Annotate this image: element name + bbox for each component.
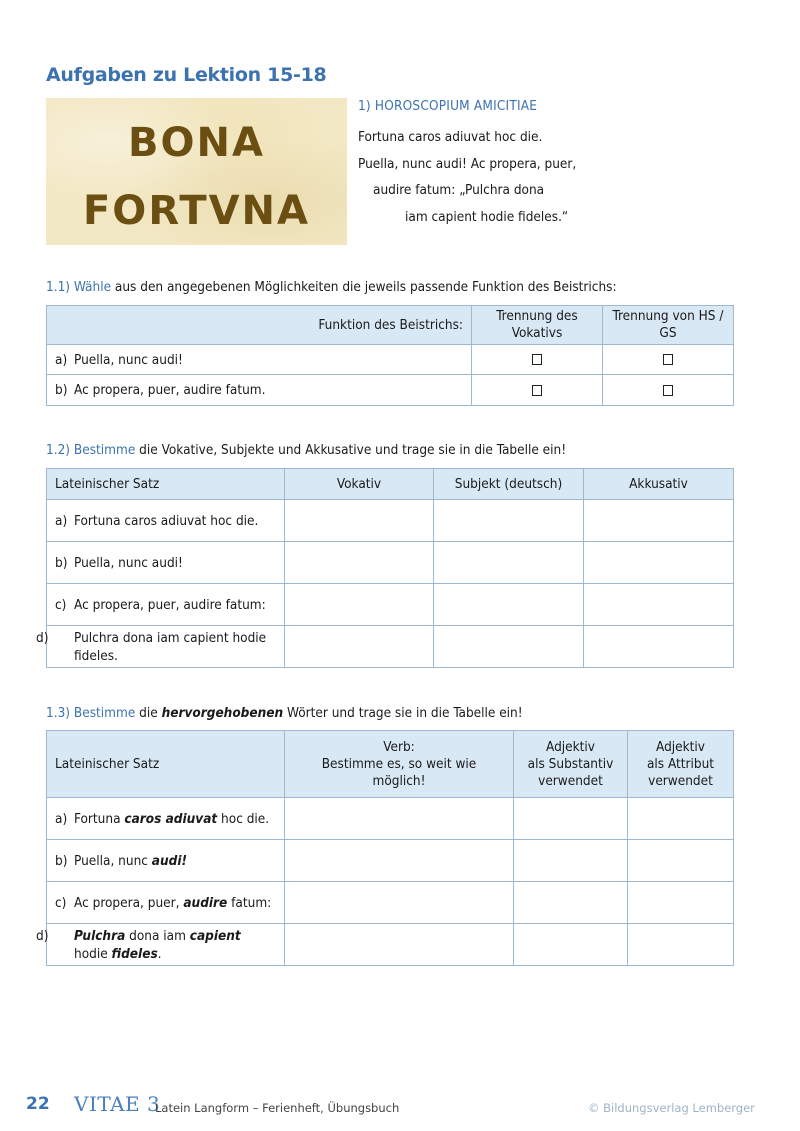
- row-label: a): [55, 351, 68, 368]
- sentence-cell: [47, 798, 285, 840]
- banner-line-1: BONA: [128, 120, 265, 166]
- header-line: verwendet: [538, 772, 603, 789]
- highlighted-word: audire: [183, 894, 228, 911]
- noun-adjective-input-cell[interactable]: [514, 840, 628, 882]
- verb-input-cell[interactable]: [285, 798, 514, 840]
- attribute-adjective-input-cell[interactable]: [628, 840, 734, 882]
- attribute-adjective-input-cell[interactable]: [628, 924, 734, 966]
- verb-input-cell[interactable]: [285, 840, 514, 882]
- header-line: Verb:: [383, 738, 415, 755]
- task-verb: Bestimme: [73, 442, 136, 458]
- checkbox[interactable]: [663, 385, 673, 396]
- book-subtitle: Latein Langform – Ferienheft, Übungsbuch: [155, 1101, 400, 1115]
- sentence-text: Pulchra dona iam capient hodie fideles.: [74, 629, 267, 664]
- word-form-table: [36, 730, 734, 966]
- poem-line-4: iam capient hodie fideles.“: [405, 209, 569, 225]
- task-1-1-instruction: [46, 279, 617, 295]
- sentence-text: hodie: [74, 945, 112, 962]
- sentence-text: Ac propera, puer,: [74, 894, 184, 911]
- vocative-input-cell[interactable]: [285, 584, 434, 626]
- sentence-cell: [47, 584, 285, 626]
- sentence-cell: [47, 542, 285, 584]
- task-text: die Vokative, Subjekte und Akkusative und trage sie in die Tabelle ein!: [135, 442, 567, 458]
- sentence-text: hoc die.: [217, 810, 270, 827]
- subject-input-cell[interactable]: [434, 542, 584, 584]
- sentence-cell: [47, 500, 285, 542]
- sentence-cell: [36, 626, 285, 668]
- page-number: 22: [26, 1094, 50, 1114]
- table-row: [47, 542, 734, 584]
- header-line: verwendet: [648, 772, 713, 789]
- noun-adjective-input-cell[interactable]: [514, 924, 628, 966]
- sentence-text: Puella, nunc audi!: [74, 554, 183, 571]
- vocative-cell: [472, 345, 603, 375]
- banner-line-2: FORTVNA: [82, 188, 310, 234]
- task-number: 1.2): [46, 442, 71, 458]
- sentence-cell: [47, 375, 472, 406]
- noun-adjective-input-cell[interactable]: [514, 882, 628, 924]
- header-line: als Substantiv: [527, 755, 614, 772]
- subject-input-cell[interactable]: [434, 626, 584, 668]
- accusative-input-cell[interactable]: [584, 542, 734, 584]
- table-row: [47, 500, 734, 542]
- case-table: [36, 468, 734, 668]
- sentence-cell: [47, 882, 285, 924]
- row-label: d): [36, 629, 49, 646]
- header-adjective-as-attribute: [628, 731, 734, 798]
- header-vocative-separation: Trennung des Vokativs: [472, 306, 603, 345]
- header-verb: [285, 731, 514, 798]
- header-comma-function: Funktion des Beistrichs:: [47, 306, 472, 345]
- copyright: © Bildungsverlag Lemberger: [588, 1101, 755, 1115]
- poem-line-3: audire fatum: „Pulchra dona: [373, 182, 545, 198]
- noun-adjective-input-cell[interactable]: [514, 798, 628, 840]
- table-row: [47, 798, 734, 840]
- checkbox[interactable]: [532, 354, 542, 365]
- sentence-text: fatum:: [227, 894, 272, 911]
- header-accusative: Akkusativ: [584, 469, 734, 500]
- accusative-input-cell[interactable]: [584, 500, 734, 542]
- clause-cell: [603, 345, 734, 375]
- subject-input-cell[interactable]: [434, 584, 584, 626]
- vocative-input-cell[interactable]: [285, 542, 434, 584]
- sentence-cell: [47, 345, 472, 375]
- checkbox[interactable]: [532, 385, 542, 396]
- sentence-text: Ac propera, puer, audire fatum:: [74, 596, 266, 613]
- header-line: als Attribut: [646, 755, 715, 772]
- highlighted-word: caros adiuvat: [124, 810, 218, 827]
- highlighted-word: Pulchra: [74, 927, 126, 944]
- row-label: b): [55, 554, 68, 571]
- header-line: möglich!: [372, 772, 426, 789]
- poem-title: 1) HOROSCOPIUM AMICITIAE: [358, 98, 538, 114]
- row-label: a): [55, 512, 68, 529]
- poem-line-2: Puella, nunc audi! Ac propera, puer,: [358, 156, 577, 172]
- sentence-text: Puella, nunc: [74, 852, 152, 869]
- row-label: b): [55, 852, 68, 869]
- table-row: [47, 924, 734, 966]
- task-text: aus den angegebenen Möglichkeiten die jeweils passende Funktion des Beistrichs:: [111, 279, 617, 295]
- row-label: c): [55, 894, 67, 911]
- checkbox[interactable]: [663, 354, 673, 365]
- task-1-3-instruction: [46, 705, 523, 721]
- table-row: [47, 626, 734, 668]
- task-1-2-instruction: [46, 442, 566, 458]
- sentence-cell: [47, 840, 285, 882]
- comma-function-table: [46, 305, 734, 406]
- task-verb: Bestimme: [73, 705, 136, 721]
- header-vocative: Vokativ: [285, 469, 434, 500]
- highlighted-word: fideles: [111, 945, 158, 962]
- header-subject: Subjekt (deutsch): [434, 469, 584, 500]
- table-row: [47, 584, 734, 626]
- attribute-adjective-input-cell[interactable]: [628, 882, 734, 924]
- vocative-input-cell[interactable]: [285, 626, 434, 668]
- table-row: [47, 345, 734, 375]
- brand-logo: VITAE 3: [74, 1092, 161, 1116]
- page-title: Aufgaben zu Lektion 15-18: [46, 64, 327, 86]
- vocative-input-cell[interactable]: [285, 500, 434, 542]
- poem-line-1: Fortuna caros adiuvat hoc die.: [358, 129, 543, 145]
- header-line: Adjektiv: [546, 738, 595, 755]
- accusative-input-cell[interactable]: [584, 626, 734, 668]
- row-label: b): [55, 382, 68, 398]
- header-latin-sentence: Lateinischer Satz: [47, 731, 285, 798]
- task-text: die: [135, 705, 162, 721]
- sentence-text: .: [157, 945, 162, 962]
- sentence-text: Fortuna caros adiuvat hoc die.: [74, 512, 259, 529]
- verb-input-cell[interactable]: [285, 924, 514, 966]
- clause-cell: [603, 375, 734, 406]
- task-verb: Wähle: [73, 279, 112, 295]
- vocative-cell: [472, 375, 603, 406]
- sentence-cell: [36, 924, 285, 966]
- table-row: [47, 840, 734, 882]
- task-number: 1.1): [46, 279, 71, 295]
- sentence-text: Puella, nunc audi!: [74, 351, 183, 368]
- sentence-text: dona iam: [125, 927, 190, 944]
- attribute-adjective-input-cell[interactable]: [628, 798, 734, 840]
- highlighted-word: audi!: [151, 852, 188, 869]
- row-label: d): [36, 927, 49, 944]
- verb-input-cell[interactable]: [285, 882, 514, 924]
- highlighted-word: capient: [189, 927, 241, 944]
- task-text: Wörter und trage sie in die Tabelle ein!: [283, 705, 523, 721]
- accusative-input-cell[interactable]: [584, 584, 734, 626]
- table-row: [47, 882, 734, 924]
- header-latin-sentence: Lateinischer Satz: [47, 469, 285, 500]
- header-line: Adjektiv: [656, 738, 705, 755]
- subject-input-cell[interactable]: [434, 500, 584, 542]
- row-label: c): [55, 596, 67, 613]
- sentence-text: Fortuna: [74, 810, 125, 827]
- table-row: [47, 375, 734, 406]
- header-clause-separation: Trennung von HS / GS: [603, 306, 734, 345]
- task-number: 1.3): [46, 705, 71, 721]
- row-label: a): [55, 810, 68, 827]
- header-adjective-as-noun: [514, 731, 628, 798]
- header-line: Bestimme es, so weit wie: [321, 755, 477, 772]
- sentence-text: Ac propera, puer, audire fatum.: [74, 382, 266, 398]
- task-emphasis: hervorgehobenen: [161, 705, 284, 721]
- bona-fortuna-banner: [46, 98, 347, 245]
